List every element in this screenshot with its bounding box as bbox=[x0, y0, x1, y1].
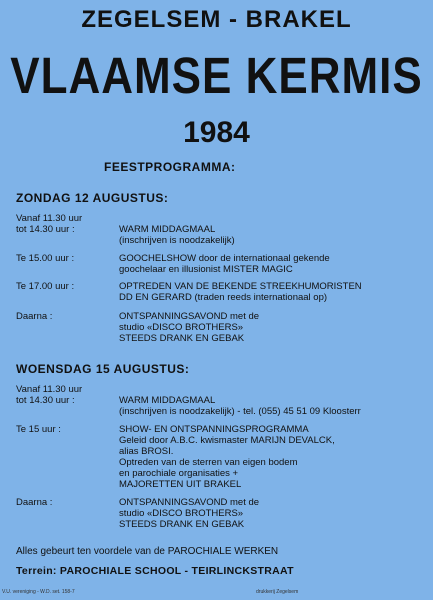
venue-line: Terrein: PAROCHIALE SCHOOL - TEIRLINCKSTRAAT bbox=[16, 565, 294, 577]
desc-line: WARM MIDDAGMAAL bbox=[119, 395, 216, 406]
time-line: Vanaf 11.30 uur bbox=[16, 384, 83, 395]
desc-line: GOOCHELSHOW door de internationaal gekende bbox=[119, 253, 330, 264]
item-description bbox=[119, 311, 429, 344]
item-time bbox=[16, 213, 108, 235]
desc-line: MAJORETTEN UIT BRAKEL bbox=[119, 479, 242, 490]
place-heading: ZEGELSEM - BRAKEL bbox=[81, 6, 352, 33]
item-time bbox=[16, 384, 108, 406]
time-line: Te 17.00 uur : bbox=[16, 281, 75, 292]
program-heading: FEESTPROGRAMMA: bbox=[104, 160, 236, 174]
desc-line: OPTREDEN VAN DE BEKENDE STREEKHUMORISTEN bbox=[119, 281, 362, 292]
item-description bbox=[119, 253, 429, 275]
day-heading: ZONDAG 12 AUGUSTUS: bbox=[16, 191, 169, 205]
item-time bbox=[16, 253, 108, 264]
time-line: Te 15 uur : bbox=[16, 424, 61, 435]
desc-line: alias BROSI. bbox=[119, 446, 174, 457]
time-line: tot 14.30 uur : bbox=[16, 395, 75, 406]
printer-note: drukkerij Zegelsem bbox=[256, 589, 299, 595]
desc-line: WARM MIDDAGMAAL bbox=[119, 224, 216, 235]
desc-line: goochelaar en illusionist MISTER MAGIC bbox=[119, 264, 293, 275]
item-time bbox=[16, 497, 108, 508]
item-time bbox=[16, 281, 108, 292]
desc-line: STEEDS DRANK EN GEBAK bbox=[119, 333, 245, 344]
item-description bbox=[119, 213, 429, 246]
desc-line: studio «DISCO BROTHERS» bbox=[119, 508, 244, 519]
time-line: Vanaf 11.30 uur bbox=[16, 213, 83, 224]
benefit-note: Alles gebeurt ten voordele van de PAROCHIALE WERKEN bbox=[16, 546, 279, 557]
item-description bbox=[119, 497, 429, 530]
desc-line: SHOW- EN ONTSPANNINGSPROGRAMMA bbox=[119, 424, 309, 435]
item-description bbox=[119, 281, 429, 303]
item-time bbox=[16, 311, 108, 322]
event-title: VLAAMSE KERMIS bbox=[10, 48, 423, 105]
desc-line: Geleid door A.B.C. kwismaster MARIJN DEVALCK, bbox=[119, 435, 335, 446]
desc-line: STEEDS DRANK EN GEBAK bbox=[119, 519, 245, 530]
day-heading: WOENSDAG 15 AUGUSTUS: bbox=[16, 362, 190, 376]
desc-line: (inschrijven is noodzakelijk) - tel. (055) 45 51 09 Kloosterr bbox=[119, 406, 361, 417]
desc-line: Optreden van de sterren van eigen bodem bbox=[119, 457, 298, 468]
item-description bbox=[119, 424, 429, 490]
time-line: Te 15.00 uur : bbox=[16, 253, 75, 264]
desc-line: (inschrijven is noodzakelijk) bbox=[119, 235, 235, 246]
item-time bbox=[16, 424, 108, 435]
time-line: tot 14.30 uur : bbox=[16, 224, 75, 235]
desc-line: en parochiale organisaties + bbox=[119, 468, 239, 479]
desc-line: DD EN GERARD (traden reeds internationaal op) bbox=[119, 292, 328, 303]
desc-line: ONTSPANNINGSAVOND met de bbox=[119, 311, 260, 322]
time-line: Daarna : bbox=[16, 311, 53, 322]
publisher-note: V.U. vereniging - W.D. set. 158-7 bbox=[2, 589, 75, 595]
item-description bbox=[119, 384, 429, 417]
desc-line: studio «DISCO BROTHERS» bbox=[119, 322, 244, 333]
event-year: 1984 bbox=[183, 116, 250, 149]
time-line: Daarna : bbox=[16, 497, 53, 508]
desc-line: ONTSPANNINGSAVOND met de bbox=[119, 497, 260, 508]
